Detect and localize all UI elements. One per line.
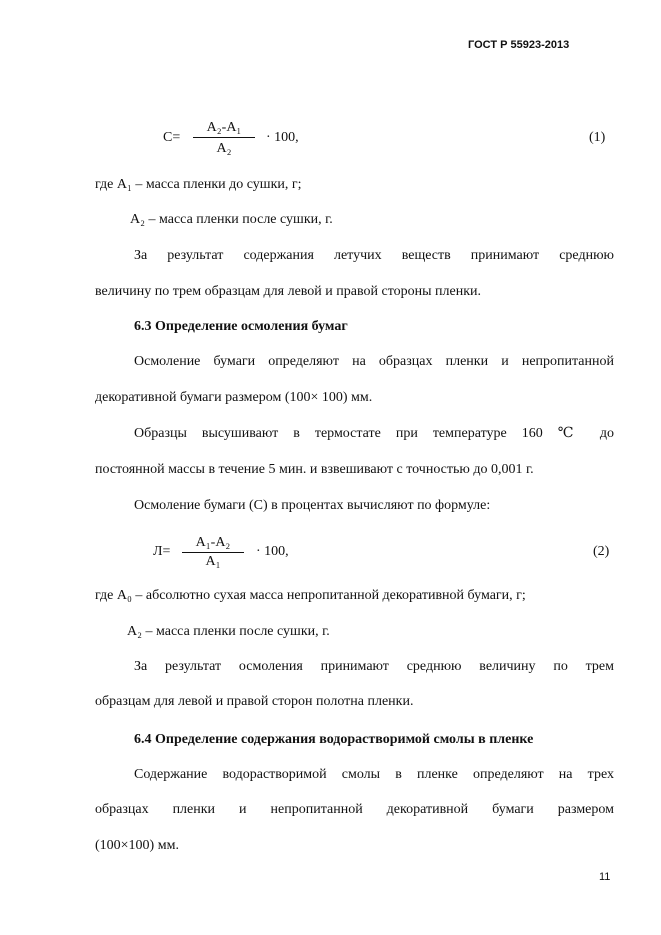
formula-2-lhs: Л=: [153, 544, 171, 559]
formula-1-multiplier: · 100,: [266, 130, 299, 145]
section-6-4-title: 6.4 Определение содержания водорастворимой смолы в пленке: [134, 732, 534, 747]
paragraph-4-line-1: Осмоление бумаги (С) в процентах вычисляют по формуле:: [134, 498, 491, 513]
formula-2-numerator: А₁-А₂: [195, 535, 231, 550]
section-6-3-title: 6.3 Определение осмоления бумаг: [134, 319, 348, 334]
formula-1-lhs: С=: [163, 130, 181, 145]
formula-1-denominator: А₂: [216, 141, 232, 156]
paragraph-6-line-1: Содержание водорастворимой смолы в пленке определяют на трех: [134, 767, 614, 782]
formula-1-fraction-bar: [193, 137, 255, 138]
paragraph-3-line-2: постоянной массы в течение 5 мин. и взвешивают с точностью до 0,001 г.: [95, 462, 534, 477]
paragraph-1-line-2: величину по трем образцам для левой и правой стороны пленки.: [95, 284, 482, 299]
formula-1-numerator: А₂-А₁: [206, 120, 242, 135]
formula-2-multiplier: · 100,: [256, 544, 289, 559]
paragraph-6-line-3: (100×100) мм.: [95, 838, 179, 853]
paragraph-6-line-2: образцах пленки и непропитанной декоративной бумаги размером: [95, 802, 614, 817]
paragraph-5-line-2: образцам для левой и правой сторон полотна пленки.: [95, 694, 414, 709]
paragraph-2-line-2: декоративной бумаги размером (100× 100) мм.: [95, 390, 373, 405]
where-2-line-1: где А₀ – абсолютно сухая масса непропитанной декоративной бумаги, г;: [95, 588, 526, 603]
paragraph-2-line-1: Осмоление бумаги определяют на образцах пленки и непропитанной: [134, 354, 614, 369]
page-number: 11: [599, 871, 611, 883]
formula-2-number: (2): [593, 544, 610, 559]
document-standard-header: ГОСТ Р 55923-2013: [468, 39, 570, 51]
formula-2-fraction-bar: [182, 552, 244, 553]
formula-2-denominator: А₁: [205, 554, 221, 569]
where-1-line-2: А₂ – масса пленки после сушки, г.: [130, 212, 333, 227]
paragraph-3-line-1: Образцы высушивают в термостате при температуре 160 ℃ до: [134, 426, 614, 441]
formula-1-number: (1): [589, 130, 606, 145]
where-2-line-2: А₂ – масса пленки после сушки, г.: [127, 624, 330, 639]
paragraph-1-line-1: За результат содержания летучих веществ принимают среднюю: [134, 248, 614, 263]
paragraph-5-line-1: За результат осмоления принимают среднюю величину по трем: [134, 659, 614, 674]
where-1-line-1: где А₁ – масса пленки до сушки, г;: [95, 177, 302, 192]
